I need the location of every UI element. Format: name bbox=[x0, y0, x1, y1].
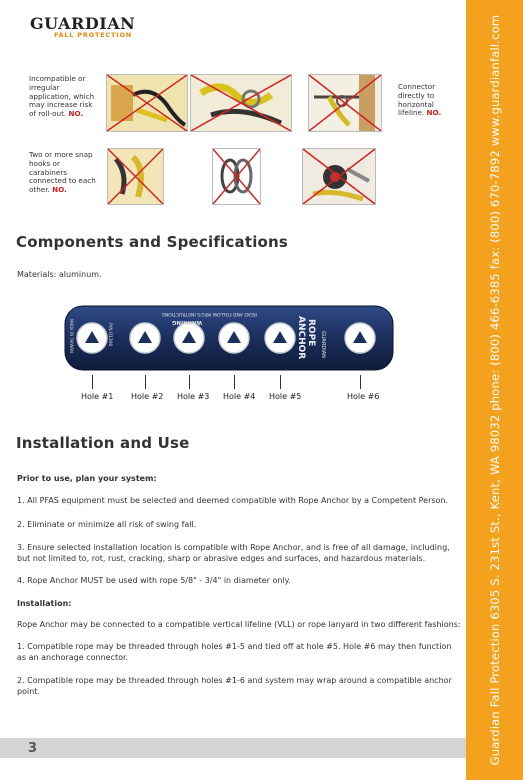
warning-multiple-connectors: Two or more snap hooks or carabiners connected to each other. NO. bbox=[29, 150, 96, 195]
plate-part-number: P/N 01300 bbox=[107, 323, 112, 347]
plate-anchor-text: ANCHOR bbox=[296, 316, 306, 360]
guardian-logo bbox=[30, 14, 135, 39]
prior-item-2: 2. Eliminate or minimize all risk of swing fall. bbox=[17, 520, 197, 529]
contact-sidebar-text-wrap bbox=[466, 0, 523, 780]
warning-horizontal-lifeline: Connector directly to horizontal lifeline. NO. bbox=[398, 82, 442, 118]
hole-3-pointer bbox=[189, 375, 190, 389]
prior-item-4: 4. Rope Anchor MUST be used with rope 5/8" - 3/4" in diameter only. bbox=[17, 576, 291, 585]
hole-1-label: Hole #1 bbox=[81, 392, 114, 401]
components-heading: Components and Specifications bbox=[16, 233, 289, 251]
plate-brand: GUARDIAN bbox=[320, 331, 326, 358]
materials-text: Materials: aluminum. bbox=[17, 270, 102, 279]
rope-anchor-image bbox=[64, 305, 394, 371]
prior-item-3: 3. Ensure selected installation location is compatible with Rope Anchor, and is free of all damage, including, but not limited to, rot, rust, cracking, sharp or abrasive edges and surfaces, and hazardous materials. bbox=[17, 543, 450, 563]
hole-2-pointer bbox=[145, 375, 146, 389]
plate-made-in: MADE IN TAIWAN bbox=[69, 319, 74, 354]
photo-incorrect-6 bbox=[302, 148, 376, 205]
hole-6-label: Hole #6 bbox=[347, 392, 380, 401]
installation-subheading: Installation: bbox=[17, 599, 72, 608]
plate-rope-text: ROPE bbox=[306, 319, 316, 347]
warning-incompatible: Incompatible or irregular application, which may increase risk of roll-out. NO. bbox=[29, 74, 95, 119]
footer-band bbox=[0, 738, 466, 758]
photo-incorrect-1 bbox=[106, 74, 188, 132]
hole-6-pointer bbox=[360, 375, 361, 389]
prior-heading: Prior to use, plan your system: bbox=[17, 474, 157, 483]
hole-3-label: Hole #3 bbox=[177, 392, 210, 401]
hole-2-label: Hole #2 bbox=[131, 392, 164, 401]
hole-1-pointer bbox=[92, 375, 93, 389]
contact-info: Guardian Fall Protection 6305 S. 231st St., Kent, WA 98032 phone: (800) 466-6385 fax: (800) 670-7892 www.guardianfall.com bbox=[487, 14, 502, 766]
prior-item-1: 1. All PFAS equipment must be selected and deemed compatible with Rope Anchor by a Competent Person. bbox=[17, 496, 449, 505]
plate-warning-text: WARNING bbox=[172, 319, 203, 325]
installation-heading: Installation and Use bbox=[16, 434, 190, 452]
photo-incorrect-2 bbox=[190, 74, 292, 132]
plate-read-text: READ AND FOLLOW MFG'S INSTRUCTIONS bbox=[162, 311, 257, 316]
photo-incorrect-3 bbox=[308, 74, 382, 132]
logo-wordmark: GUARDIAN bbox=[30, 14, 136, 33]
installation-item-2: 2. Compatible rope may be threaded through holes #1-6 and system may wrap around a compatible anchor point. bbox=[17, 676, 452, 696]
hole-5-pointer bbox=[280, 375, 281, 389]
hole-4-label: Hole #4 bbox=[223, 392, 256, 401]
hole-5-label: Hole #5 bbox=[269, 392, 302, 401]
installation-item-1: 1. Compatible rope may be threaded through holes #1-5 and tied off at hole #5. Hole #6 may then function as an anchorage connector. bbox=[17, 642, 452, 662]
installation-intro: Rope Anchor may be connected to a compatible vertical lifeline (VLL) or rope lanyard in two different fashions: bbox=[17, 620, 461, 629]
logo-tagline: FALL PROTECTION bbox=[54, 31, 133, 39]
photo-incorrect-4 bbox=[107, 148, 164, 205]
photo-incorrect-5 bbox=[212, 148, 261, 205]
page-number: 3 bbox=[28, 741, 38, 756]
hole-4-pointer bbox=[234, 375, 235, 389]
